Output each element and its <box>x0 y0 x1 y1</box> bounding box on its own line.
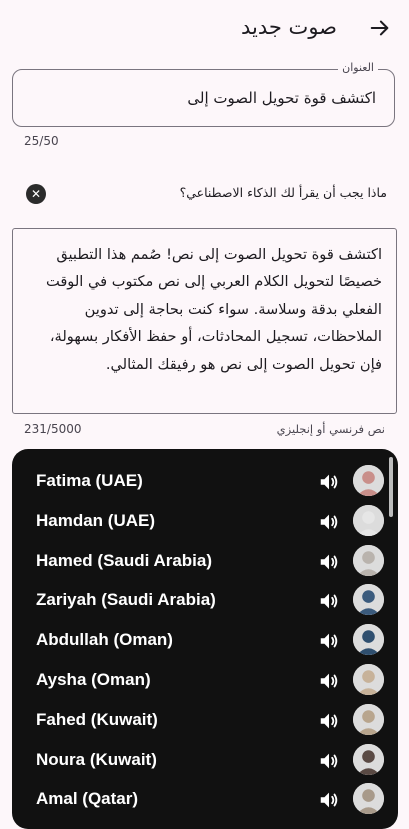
voice-name: Hamdan (UAE) <box>36 510 156 530</box>
avatar <box>353 545 384 576</box>
speaker-icon[interactable] <box>318 590 340 612</box>
text-language-hint: نص فرنسي أو إنجليزي <box>276 422 385 436</box>
voice-item[interactable] <box>12 660 398 700</box>
voice-list-panel <box>12 449 398 829</box>
avatar <box>353 505 384 536</box>
voice-name: Noura (Kuwait) <box>36 749 157 769</box>
voice-item[interactable] <box>12 541 398 581</box>
text-input-area[interactable] <box>12 228 397 414</box>
text-input-value[interactable]: اكتشف قوة تحويل الصوت إلى نص! صُمم هذا التطبيق خصيصًا لتحويل الكلام العربي إلى نص مكتوب في الوقت الفعلي بدقة وسلاسة. سواء كنت بحاجة إلى تدوين الملاحظات، تسجيل المحادثات، أو حفظ الأفكار بسهولة، فإن تحويل الصوت إلى نص هو رفيقك المثالي. <box>46 246 382 373</box>
avatar <box>353 584 384 615</box>
voice-item[interactable] <box>12 580 398 620</box>
app-bar <box>0 0 409 56</box>
voice-name: Fatima (UAE) <box>36 471 143 490</box>
title-field-label: العنوان <box>338 61 378 74</box>
avatar <box>353 624 384 655</box>
speaker-icon[interactable] <box>318 789 340 811</box>
speaker-icon[interactable] <box>318 750 340 772</box>
prompt-question: ماذا يجب أن يقرأ لك الذكاء الاصطناعي؟ <box>179 185 387 200</box>
voice-name: Amal (Qatar) <box>36 789 139 809</box>
arrow-right-icon[interactable] <box>369 17 391 39</box>
avatar <box>353 465 384 496</box>
page-title: صوت جديد <box>241 15 337 39</box>
voice-item[interactable] <box>12 700 398 740</box>
voice-name: Abdullah (Oman) <box>36 630 173 650</box>
speaker-icon[interactable] <box>318 630 340 652</box>
title-field[interactable] <box>12 61 395 127</box>
voice-item[interactable] <box>12 740 398 780</box>
voice-name: Zariyah (Saudi Arabia) <box>36 590 216 610</box>
voice-name: Fahed (Kuwait) <box>36 709 158 729</box>
speaker-icon[interactable] <box>318 710 340 732</box>
avatar <box>353 664 384 695</box>
voice-item[interactable] <box>12 620 398 660</box>
voice-item[interactable] <box>12 501 398 541</box>
avatar <box>353 783 384 814</box>
speaker-icon[interactable] <box>318 670 340 692</box>
avatar <box>353 744 384 775</box>
voice-name: Hamed (Saudi Arabia) <box>36 550 213 570</box>
text-char-counter: 231/5000 <box>24 422 82 436</box>
speaker-icon[interactable] <box>318 511 340 533</box>
speaker-icon[interactable] <box>318 551 340 573</box>
voice-item[interactable] <box>12 461 398 501</box>
voice-item[interactable] <box>12 779 398 819</box>
speaker-icon[interactable] <box>318 471 340 493</box>
title-input[interactable]: اكتشف قوة تحويل الصوت إلى <box>187 89 376 107</box>
title-char-counter: 25/50 <box>24 134 59 148</box>
voice-name: Aysha (Oman) <box>36 670 151 689</box>
avatar <box>353 704 384 735</box>
close-circle-icon[interactable]: ✕ <box>26 184 46 204</box>
